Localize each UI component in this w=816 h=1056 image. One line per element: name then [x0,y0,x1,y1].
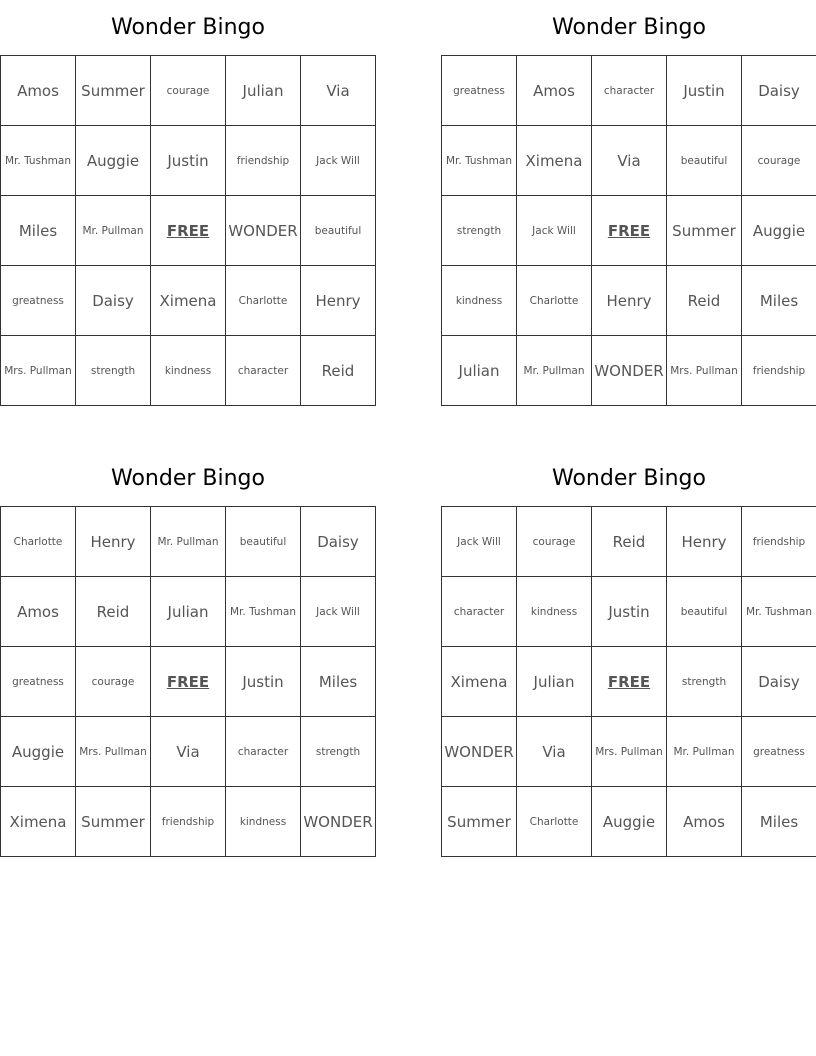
bingo-cell: Reid [592,507,667,577]
bingo-cell: WONDER [226,196,301,266]
bingo-cell: Miles [301,647,376,717]
bingo-cell: Mr. Tushman [1,126,76,196]
grid-row [442,196,816,266]
bingo-cell: Ximena [1,787,76,857]
grid-row [442,507,816,577]
bingo-grid [0,506,376,857]
bingo-cell: courage [742,126,816,196]
bingo-cell: Amos [1,56,76,126]
bingo-cell: Julian [442,336,517,406]
bingo-card-3 [0,451,376,857]
bingo-cell: Daisy [76,266,151,336]
bingo-cell: Reid [301,336,376,406]
bingo-cell: beautiful [301,196,376,266]
free-space-cell: FREE [592,196,667,266]
grid-row [1,577,376,647]
bingo-cell: Henry [301,266,376,336]
bingo-cell: Justin [151,126,226,196]
bingo-cell: beautiful [667,126,742,196]
bingo-cell: friendship [742,507,816,577]
bingo-cell: Via [301,56,376,126]
bingo-cell: friendship [151,787,226,857]
bingo-cell: Mrs. Pullman [1,336,76,406]
bingo-cell: Jack Will [301,126,376,196]
bingo-cell: Henry [76,507,151,577]
grid-row [442,266,816,336]
bingo-card-4 [441,451,816,857]
bingo-cell: Justin [226,647,301,717]
grid-row [1,196,376,266]
bingo-cell: Daisy [301,507,376,577]
bingo-cell: Ximena [151,266,226,336]
bingo-cell: Auggie [1,717,76,787]
bingo-cell: Charlotte [517,266,592,336]
grid-row [442,647,816,717]
card-title: Wonder Bingo [111,466,265,491]
bingo-cell: Summer [442,787,517,857]
bingo-cell: Miles [1,196,76,266]
bingo-cell: Auggie [592,787,667,857]
bingo-cell: Mrs. Pullman [76,717,151,787]
bingo-cell: beautiful [667,577,742,647]
grid-row [1,507,376,577]
grid-row [1,56,376,126]
free-space-cell: FREE [592,647,667,717]
bingo-cell: strength [667,647,742,717]
bingo-cell: Via [592,126,667,196]
grid-row [442,717,816,787]
bingo-cell: kindness [151,336,226,406]
grid-row [442,126,816,196]
bingo-cell: beautiful [226,507,301,577]
bingo-grid [0,55,376,406]
bingo-cell: greatness [1,647,76,717]
bingo-cell: Summer [667,196,742,266]
bingo-cell: Ximena [517,126,592,196]
bingo-cell: Daisy [742,56,816,126]
bingo-card-2 [441,0,816,406]
bingo-cell: character [442,577,517,647]
bingo-cell: kindness [226,787,301,857]
bingo-cell: Mr. Pullman [151,507,226,577]
bingo-cell: Via [151,717,226,787]
free-space-cell: FREE [151,196,226,266]
grid-row [442,577,816,647]
bingo-cell: Mrs. Pullman [667,336,742,406]
bingo-cell: Mr. Pullman [517,336,592,406]
bingo-cell: WONDER [592,336,667,406]
bingo-cell: Amos [517,56,592,126]
bingo-cell: character [226,336,301,406]
bingo-cell: Henry [592,266,667,336]
grid-row [1,126,376,196]
bingo-cell: character [226,717,301,787]
card-title: Wonder Bingo [111,15,265,40]
bingo-cell: Reid [76,577,151,647]
bingo-cell: Julian [226,56,301,126]
bingo-card-1 [0,0,376,406]
grid-row [1,787,376,857]
bingo-cell: Reid [667,266,742,336]
bingo-cell: Charlotte [517,787,592,857]
grid-row [1,647,376,717]
bingo-cell: Mr. Tushman [742,577,816,647]
bingo-cell: Jack Will [301,577,376,647]
bingo-cell: Auggie [76,126,151,196]
bingo-cell: WONDER [301,787,376,857]
bingo-cell: WONDER [442,717,517,787]
bingo-cell: strength [76,336,151,406]
bingo-cell: Amos [667,787,742,857]
bingo-cell: greatness [1,266,76,336]
bingo-cell: Mr. Pullman [667,717,742,787]
bingo-cell: Jack Will [442,507,517,577]
bingo-cell: Mr. Tushman [226,577,301,647]
bingo-cell: greatness [442,56,517,126]
card-title: Wonder Bingo [552,466,706,491]
grid-row [442,787,816,857]
bingo-cell: Summer [76,56,151,126]
bingo-cell: Auggie [742,196,816,266]
bingo-grid [441,506,816,857]
bingo-cell: kindness [442,266,517,336]
bingo-cell: Amos [1,577,76,647]
bingo-cell: Mr. Tushman [442,126,517,196]
grid-row [442,336,816,406]
bingo-cell: strength [442,196,517,266]
bingo-cell: Miles [742,787,816,857]
bingo-cell: courage [151,56,226,126]
bingo-cell: Justin [592,577,667,647]
bingo-cell: Julian [151,577,226,647]
bingo-cell: Mr. Pullman [76,196,151,266]
bingo-cell: courage [517,507,592,577]
bingo-cell: Daisy [742,647,816,717]
bingo-cell: Via [517,717,592,787]
bingo-cell: greatness [742,717,816,787]
bingo-cell: friendship [226,126,301,196]
bingo-cell: Justin [667,56,742,126]
bingo-cell: Charlotte [1,507,76,577]
bingo-cell: Mrs. Pullman [592,717,667,787]
bingo-cell: strength [301,717,376,787]
bingo-cell: kindness [517,577,592,647]
grid-row [1,717,376,787]
bingo-cell: courage [76,647,151,717]
bingo-cell: character [592,56,667,126]
bingo-cell: Julian [517,647,592,717]
bingo-cell: friendship [742,336,816,406]
bingo-cell: Ximena [442,647,517,717]
bingo-cell: Charlotte [226,266,301,336]
bingo-cell: Summer [76,787,151,857]
bingo-grid [441,55,816,406]
grid-row [1,266,376,336]
bingo-cell: Henry [667,507,742,577]
bingo-cell: Jack Will [517,196,592,266]
grid-row [442,56,816,126]
bingo-cell: Miles [742,266,816,336]
free-space-cell: FREE [151,647,226,717]
grid-row [1,336,376,406]
card-title: Wonder Bingo [552,15,706,40]
